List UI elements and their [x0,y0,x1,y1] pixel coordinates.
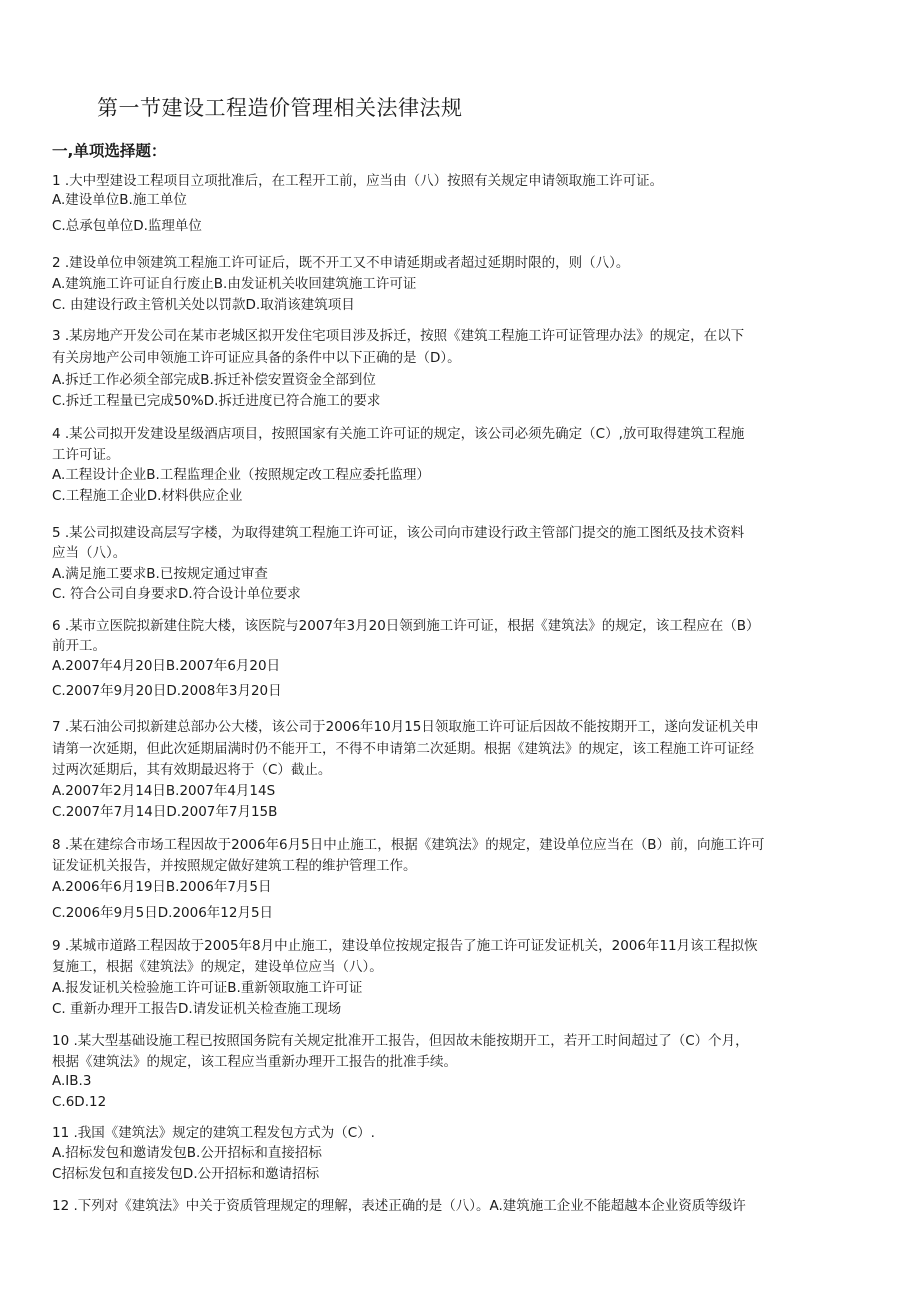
question-4-options-cd: C.工程施工企业D.材料供应企业 [52,488,243,504]
question-5-stem-line2: 应当（八）。 [52,545,127,561]
question-8-stem-line2: 证发证机关报告，并按照规定做好建筑工程的维护管理工作。 [52,858,417,874]
question-9-options-ab: A.报发证机关检验施工许可证B.重新领取施工许可证 [52,980,363,996]
question-7-stem-line3: 过两次延期后，其有效期最迟将于（C）截止。 [52,762,332,778]
question-8-options-cd: C.2006年9月5日D.2006年12月5日 [52,905,274,921]
question-2-options-cd: C. 由建设行政主管机关处以罚款D.取消该建筑项目 [52,297,355,313]
question-7-options-cd: C.2007年7月14日D.2007年7月15B [52,804,278,820]
question-4-stem-line1: 4 .某公司拟开发建设星级酒店项目，按照国家有关施工许可证的规定，该公司必须先确定（C）,放可取得建筑工程施 [52,426,745,442]
question-10-options-cd: C.6D.12 [52,1094,107,1110]
question-7-stem-line2: 请第一次延期，但此次延期届满时仍不能开工，不得不申请第二次延期。根据《建筑法》的规定，该工程施工许可证经 [52,741,754,757]
question-5-options-ab: A.满足施工要求B.已按规定通过审查 [52,566,268,582]
question-9-stem-line2: 复施工，根据《建筑法》的规定，建设单位应当（八）。 [52,959,383,975]
question-4-stem-line2: 工许可证。 [52,447,120,463]
question-8-options-ab: A.2006年6月19日B.2006年7月5日 [52,879,272,895]
question-10-stem-line1: 10 .某大型基础设施工程已按照国务院有关规定批准开工报告，但因故未能按期开工，若开工时间超过了（C）个月， [52,1033,749,1049]
question-4-options-ab: A.工程设计企业B.工程监理企业（按照规定改工程应委托监理） [52,467,430,483]
question-12-stem: 12 .下列对《建筑法》中关于资质管理规定的理解，表述正确的是（八）。A.建筑施工企业不能超越本企业资质等级许 [52,1198,746,1214]
question-9-options-cd: C. 重新办理开工报告D.请发证机关检查施工现场 [52,1001,342,1017]
question-1-stem: 1 .大中型建设工程项目立项批准后，在工程开工前，应当由（八）按照有关规定申请领取施工许可证。 [52,173,664,189]
question-9-stem-line1: 9 .某城市道路工程因故于2005年8月中止施工，建设单位按规定报告了施工许可证发证机关，2006年11月该工程拟恢 [52,938,758,954]
question-11-options-cd: C招标发包和直接发包D.公开招标和邀请招标 [52,1166,320,1182]
question-6-options-cd: C.2007年9月20日D.2008年3月20日 [52,683,282,699]
question-1-options-ab: A.建设单位B.施工单位 [52,192,187,208]
question-3-stem-line1: 3 .某房地产开发公司在某市老城区拟开发住宅项目涉及拆迁，按照《建筑工程施工许可证管理办法》的规定，在以下 [52,328,745,344]
question-6-options-ab: A.2007年4月20日B.2007年6月20日 [52,658,281,674]
question-5-stem-line1: 5 .某公司拟建设高层写字楼，为取得建筑工程施工许可证，该公司向市建设行政主管部门提交的施工图纸及技术资料 [52,525,745,541]
question-10-stem-line2: 根据《建筑法》的规定，该工程应当重新办理开工报告的批准手续。 [52,1054,457,1070]
question-6-stem-line1: 6 .某市立医院拟新建住院大楼，该医院与2007年3月20日领到施工许可证，根据《建筑法》的规定，该工程应在（B） [52,618,760,634]
question-11-stem: 11 .我国《建筑法》规定的建筑工程发包方式为（C）. [52,1125,375,1141]
page-title: 第一节建设工程造价管理相关法律法规 [97,96,463,120]
question-3-options-ab: A.拆迁工作必须全部完成B.拆迁补偿安置资金全部到位 [52,372,376,388]
question-10-options-ab: A.IB.3 [52,1073,92,1089]
question-11-options-ab: A.招标发包和邀请发包B.公开招标和直接招标 [52,1145,322,1161]
question-3-options-cd: C.拆迁工程量已完成50%D.拆迁进度已符合施工的要求 [52,393,381,409]
section-heading: 一,单项选择题： [52,142,167,160]
question-7-stem-line1: 7 .某石油公司拟新建总部办公大楼，该公司于2006年10月15日领取施工许可证后因故不能按期开工，遂向发证机关申 [52,719,759,735]
question-3-stem-line2: 有关房地产公司申领施工许可证应具备的条件中以下正确的是（D）。 [52,350,461,366]
question-1-options-cd: C.总承包单位D.监理单位 [52,218,202,234]
question-2-stem: 2 .建设单位申领建筑工程施工许可证后，既不开工又不申请延期或者超过延期时限的，则（八）。 [52,255,630,271]
question-7-options-ab: A.2007年2月14日B.2007年4月14S [52,783,276,799]
question-6-stem-line2: 前开工。 [52,638,106,654]
question-2-options-ab: A.建筑施工许可证自行废止B.由发证机关收回建筑施工许可证 [52,276,417,292]
question-8-stem-line1: 8 .某在建综合市场工程因故于2006年6月5日中止施工，根据《建筑法》的规定，建设单位应当在（B）前，向施工许可 [52,837,765,853]
question-5-options-cd: C. 符合公司自身要求D.符合设计单位要求 [52,586,301,602]
